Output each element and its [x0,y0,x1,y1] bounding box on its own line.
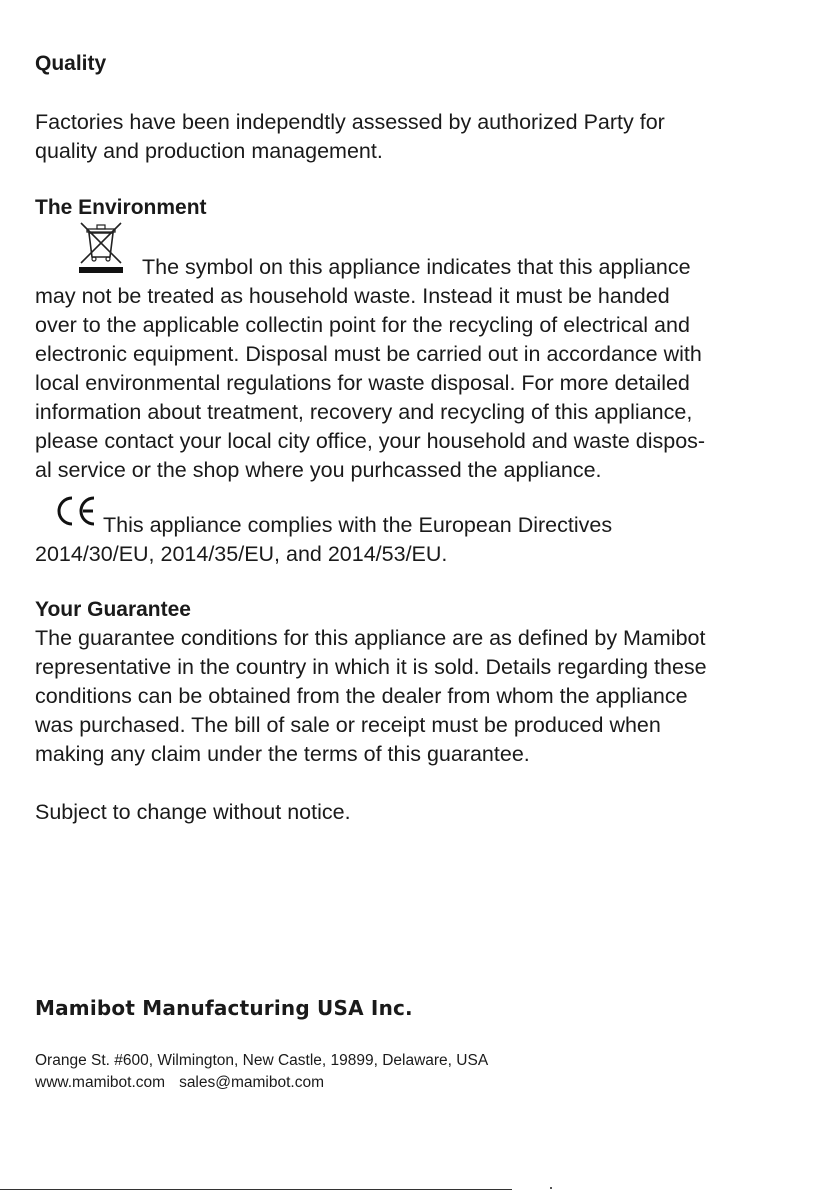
environment-line: please contact your local city office, your household and waste dispos- [35,429,706,453]
ce-paragraph [35,511,795,569]
environment-line: information about treatment, recovery and recycling of this appliance, [35,400,693,424]
guarantee-line: was purchased. The bill of sale or receipt must be produced when [35,713,661,737]
environment-line: al service or the shop where you purhcassed the appliance. [35,458,602,482]
ce-line: 2014/30/EU, 2014/35/EU, and 2014/53/EU. [35,542,448,566]
environment-line: may not be treated as household waste. Instead it must be handed [35,284,670,308]
company-website[interactable]: www.mamibot.com [35,1074,166,1091]
quality-line: Factories have been independtly assessed by authorized Party for [35,110,665,134]
quality-heading: Quality [35,52,107,75]
company-email[interactable]: sales@mamibot.com [179,1074,325,1091]
environment-line: local environmental regulations for waste disposal. For more detailed [35,371,690,395]
company-web-email [35,1072,488,1094]
guarantee-line: The guarantee conditions for this appliance are as defined by Mamibot [35,626,706,650]
environment-paragraph [35,253,795,485]
ce-line: This appliance complies with the European Directives [103,513,613,537]
environment-line: over to the applicable collectin point for the recycling of electrical and [35,313,690,337]
company-name: Mamibot Manufacturing USA Inc. [35,996,413,1020]
company-contact [35,1050,488,1094]
guarantee-paragraph [35,624,795,769]
company-address: Orange St. #600, Wilmington, New Castle, 19899, Delaware, USA [35,1052,489,1069]
bottom-mark [550,1187,552,1189]
environment-heading: The Environment [35,196,207,219]
quality-line: quality and production management. [35,139,383,163]
guarantee-line: making any claim under the terms of this guarantee. [35,742,530,766]
environment-line: The symbol on this appliance indicates that this appliance [142,255,691,279]
quality-paragraph [35,108,795,166]
guarantee-heading: Your Guarantee [35,598,191,621]
environment-line: electronic equipment. Disposal must be carried out in accordance with [35,342,702,366]
change-notice: Subject to change without notice. [35,800,351,824]
bottom-rule [0,1189,512,1190]
guarantee-line: conditions can be obtained from the dealer from whom the appliance [35,684,688,708]
guarantee-line: representative in the country in which it is sold. Details regarding these [35,655,707,679]
